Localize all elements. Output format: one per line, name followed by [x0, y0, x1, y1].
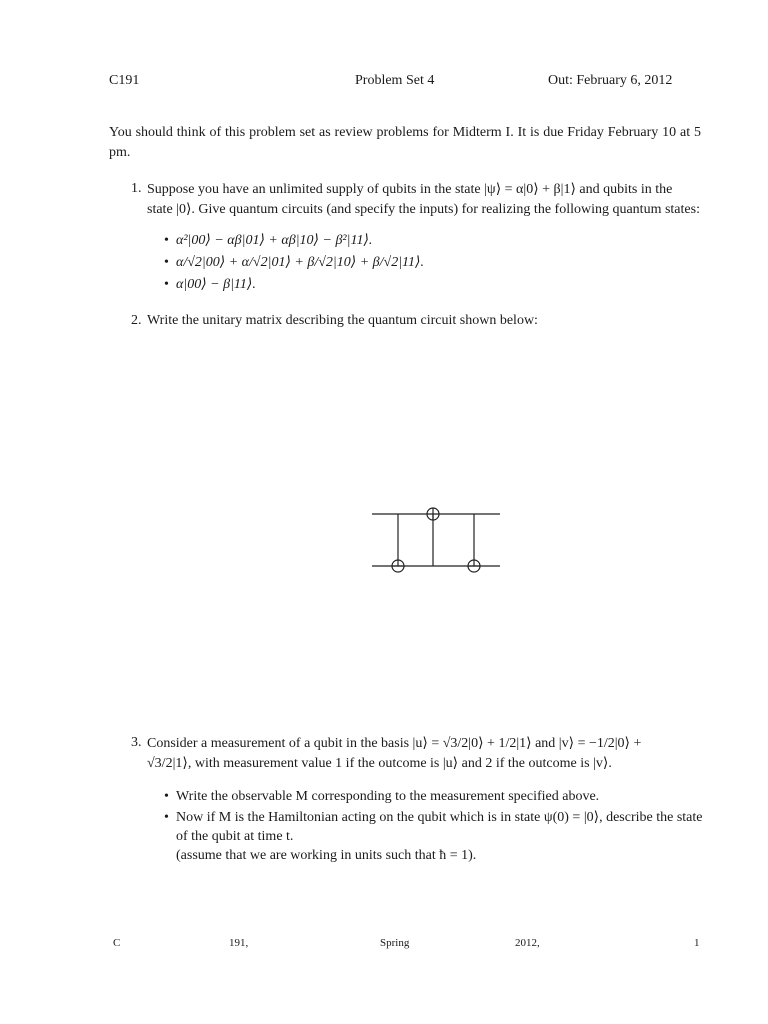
footer-page: 1: [694, 937, 700, 949]
problem-1-line1: Suppose you have an unlimited supply of qubits in the state |ψ⟩ = α|0⟩ + β|1⟩ and qubits in the: [147, 182, 673, 197]
problem-3-bullet-1: • Write the observable M corresponding to the measurement specified above.: [164, 786, 702, 808]
problem-3-bullet-2-cont2: (assume that we are working in units such that ħ = 1).: [176, 848, 477, 863]
problem-1-line2: state |0⟩. Give quantum circuits (and specify the inputs) for realizing the following quantum states:: [147, 202, 700, 217]
problem-3-number: 3.: [131, 735, 142, 750]
quantum-circuit-diagram: [360, 500, 510, 580]
footer-num: 191,: [229, 937, 249, 949]
header-date: Out: February 6, 2012: [548, 73, 673, 88]
problem-3-bullet-2: • Now if M is the Hamiltonian acting on the qubit which is in state ψ(0) = |0⟩, describe the state of the qubit at time t. (assume that we are working in units such that ħ = 1).: [164, 808, 702, 865]
problem-3-bullets: [164, 786, 702, 865]
problem-2-text: Write the unitary matrix describing the quantum circuit shown below:: [147, 313, 538, 328]
problem-1-number: 1.: [131, 181, 142, 196]
intro-paragraph: You should think of this problem set as review problems for Midterm I. It is due Friday February 10 at 5 pm.: [109, 125, 701, 160]
header-course: C191: [109, 73, 140, 88]
footer-season: Spring: [380, 937, 410, 949]
problem-1-bullet-2: • α/√2|00⟩ + α/√2|01⟩ + β/√2|10⟩ + β/√2|11⟩.: [164, 252, 424, 274]
problem-1-bullet-1: • α²|00⟩ − αβ|01⟩ + αβ|10⟩ − β²|11⟩.: [164, 230, 424, 252]
problem-2-number: 2.: [131, 313, 142, 328]
problem-3-line1: Consider a measurement of a qubit in the basis |u⟩ = √3/2|0⟩ + 1/2|1⟩ and |v⟩ = −1/2|0⟩ +: [147, 736, 642, 751]
problem-3-line2: √3/2|1⟩, with measurement value 1 if the outcome is |u⟩ and 2 if the outcome is |v⟩.: [147, 756, 612, 771]
problem-3-bullet-2-cont1: of the qubit at time t.: [176, 829, 294, 844]
header-title: Problem Set 4: [355, 73, 435, 88]
problem-1-bullet-3: • α|00⟩ − β|11⟩.: [164, 274, 424, 296]
footer-year: 2012,: [515, 937, 540, 949]
problem-1-bullets: [164, 230, 424, 296]
footer-c: C: [113, 937, 121, 949]
